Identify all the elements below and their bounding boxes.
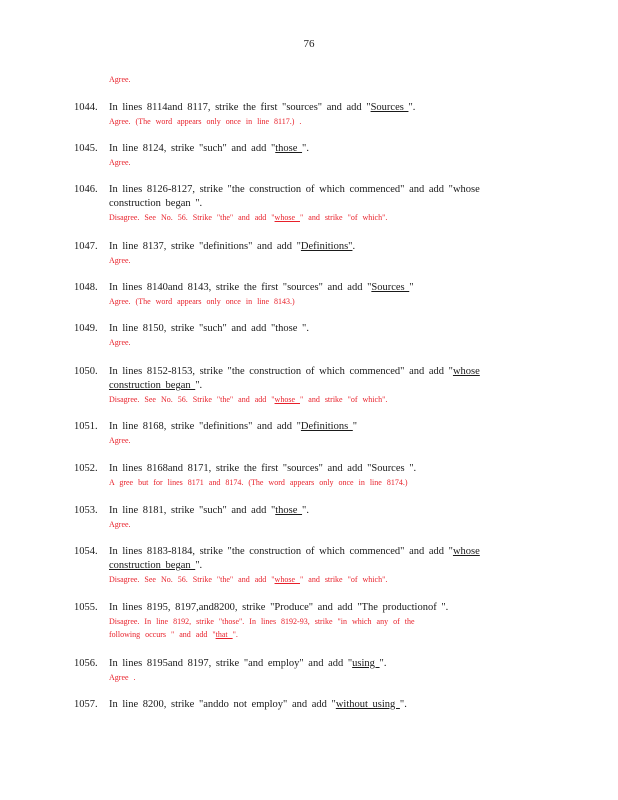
underlined-text: using: [352, 658, 380, 669]
text-segment: ".: [399, 699, 407, 710]
response-line: [109, 573, 549, 586]
instruction-line: [109, 197, 549, 211]
text-segment: In lines 8183-8184, strike "the construction of which commenced" and add ": [109, 546, 453, 557]
instruction-line: [109, 322, 549, 336]
underlined-text: construction began: [109, 380, 196, 391]
text-segment: ": [352, 421, 358, 432]
text-segment: Agree.: [109, 520, 131, 529]
instruction-line: [109, 545, 549, 559]
item-body: [109, 698, 549, 712]
instruction-line: [109, 657, 549, 671]
text-segment: In lines 8168and 8171, strike the first "sources" and add "Sources ".: [109, 463, 417, 474]
text-segment: Disagree. See No. 56. Strike "the" and add ": [109, 395, 275, 404]
response-line: [109, 393, 549, 406]
item-body: [109, 657, 549, 684]
response-line: [109, 115, 549, 128]
item-number: 1057.: [74, 699, 98, 710]
top-response: Agree.: [109, 75, 131, 84]
text-segment: " and strike "of which".: [300, 213, 388, 222]
response-line: [109, 628, 549, 641]
response-line: [109, 295, 549, 308]
text-segment: " and strike "of which".: [300, 395, 388, 404]
text-segment: In lines 8126-8127, strike "the construction of which commenced" and add "whose: [109, 184, 480, 195]
text-segment: In lines 8152-8153, strike "the construction of which commenced" and add ": [109, 366, 453, 377]
item-body: [109, 545, 549, 586]
item-number: 1054.: [74, 546, 98, 557]
item-number: 1053.: [74, 505, 98, 516]
underlined-text: those: [275, 143, 303, 154]
item-number: 1045.: [74, 143, 98, 154]
text-segment: Agree.: [109, 256, 131, 265]
response-line: [109, 671, 549, 684]
underlined-text: those: [275, 505, 303, 516]
item-number: 1055.: [74, 602, 98, 613]
text-segment: ".: [195, 380, 203, 391]
item-number: 1052.: [74, 463, 98, 474]
item-number: 1051.: [74, 421, 98, 432]
instruction-line: [109, 240, 549, 254]
text-segment: Agree .: [109, 673, 136, 682]
text-segment: In lines 8140and 8143, strike the first "sources" and add ": [109, 282, 372, 293]
text-segment: In lines 8114and 8117, strike the first "sources" and add ": [109, 102, 371, 113]
underlined-text: whose: [274, 395, 300, 404]
text-segment: ": [409, 282, 414, 293]
instruction-line: [109, 504, 549, 518]
instruction-line: [109, 420, 549, 434]
underlined-text: whose: [452, 546, 480, 557]
text-segment: Disagree. See No. 56. Strike "the" and add ": [109, 575, 275, 584]
text-segment: Agree.: [109, 436, 131, 445]
response-line: [109, 336, 549, 349]
underlined-text: Sources: [370, 102, 409, 113]
text-segment: .: [352, 241, 356, 252]
response-line: [109, 518, 549, 531]
underlined-text: whose: [274, 575, 300, 584]
response-line: [109, 156, 549, 169]
response-line: [109, 434, 549, 447]
text-segment: following occurs " and add ": [109, 630, 216, 639]
response-line: [109, 211, 549, 224]
item-number: 1047.: [74, 241, 98, 252]
text-segment: ".: [232, 630, 238, 639]
text-segment: In line 8200, strike "anddo not employ" and add ": [109, 699, 336, 710]
instruction-line: [109, 365, 549, 379]
item-body: [109, 504, 549, 531]
text-segment: ".: [379, 658, 387, 669]
text-segment: In line 8150, strike "such" and add "those ".: [109, 323, 309, 334]
text-segment: ".: [302, 143, 309, 154]
text-segment: A gree but for lines 8171 and 8174. (The word appears only once in line 8174.): [109, 478, 408, 487]
item-number: 1049.: [74, 323, 98, 334]
underlined-text: Sources: [371, 282, 410, 293]
instruction-line: [109, 142, 549, 156]
underlined-text: whose: [452, 366, 480, 377]
item-body: [109, 142, 549, 169]
page-number: 76: [303, 38, 315, 50]
item-body: [109, 183, 549, 224]
response-line: [109, 615, 549, 628]
text-segment: construction began ".: [109, 198, 203, 209]
instruction-line: [109, 601, 549, 615]
text-segment: " and strike "of which".: [300, 575, 388, 584]
item-number: 1044.: [74, 102, 98, 113]
text-segment: ".: [302, 505, 309, 516]
instruction-line: [109, 281, 549, 295]
underlined-text: that: [215, 630, 233, 639]
underlined-text: without using: [335, 699, 400, 710]
instruction-line: [109, 462, 549, 476]
response-line: [109, 254, 549, 267]
text-segment: In lines 8195and 8197, strike "and employ" and add ": [109, 658, 353, 669]
underlined-text: whose: [274, 213, 300, 222]
instruction-line: [109, 698, 549, 712]
text-segment: Agree.: [109, 338, 131, 347]
item-body: [109, 322, 549, 349]
text-segment: In line 8181, strike "such" and add ": [109, 505, 276, 516]
text-segment: In lines 8195, 8197,and8200, strike "Produce" and add "The productionof ".: [109, 602, 449, 613]
text-segment: ".: [195, 560, 203, 571]
item-number: 1056.: [74, 658, 98, 669]
item-body: [109, 240, 549, 267]
item-body: [109, 281, 549, 308]
text-segment: ".: [408, 102, 416, 113]
text-segment: Disagree. In line 8192, strike "those". In lines 8192-93, strike "in which any of the: [109, 617, 415, 626]
response-line: [109, 476, 549, 489]
instruction-line: [109, 101, 549, 115]
text-segment: In line 8124, strike "such" and add ": [109, 143, 276, 154]
text-segment: In line 8168, strike "definitions" and add ": [109, 421, 301, 432]
item-body: [109, 365, 549, 406]
underlined-text: Definitions": [300, 241, 353, 252]
item-number: 1048.: [74, 282, 98, 293]
instruction-line: [109, 183, 549, 197]
item-number: 1050.: [74, 366, 98, 377]
underlined-text: Definitions: [300, 421, 353, 432]
item-number: 1046.: [74, 184, 98, 195]
text-segment: In line 8137, strike "definitions" and add ": [109, 241, 301, 252]
text-segment: Agree. (The word appears only once in line 8117.) .: [109, 117, 302, 126]
item-body: [109, 462, 549, 489]
instruction-line: [109, 379, 549, 393]
text-segment: Disagree. See No. 56. Strike "the" and add ": [109, 213, 275, 222]
instruction-line: [109, 559, 549, 573]
item-body: [109, 601, 549, 641]
item-body: [109, 101, 549, 128]
underlined-text: construction began: [109, 560, 196, 571]
text-segment: Agree. (The word appears only once in line 8143.): [109, 297, 295, 306]
text-segment: Agree.: [109, 158, 131, 167]
item-body: [109, 420, 549, 447]
